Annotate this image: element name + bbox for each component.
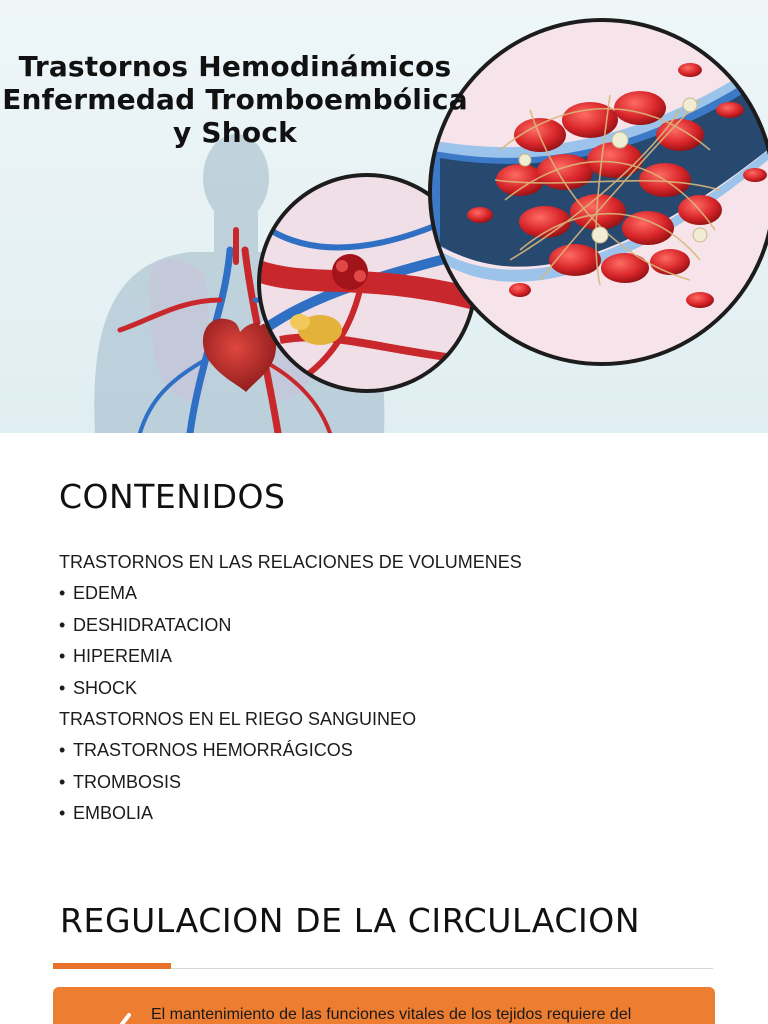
- regulation-card: [53, 987, 715, 1024]
- contents-item-hiperemia: • HIPEREMIA: [59, 644, 522, 675]
- contents-item-deshidratacion: • DESHIDRATACION: [59, 613, 522, 644]
- title-line-2: Enfermedad Tromboembólica: [2, 83, 468, 116]
- title-line-3: y Shock: [173, 116, 297, 149]
- regulation-heading: REGULACION DE LA CIRCULACION: [60, 901, 641, 940]
- contents-item-hemorragicos: • TRASTORNOS HEMORRÁGICOS: [59, 738, 522, 769]
- heading-divider: [171, 968, 713, 969]
- contents-list: [59, 550, 522, 833]
- contents-item-trombosis: • TROMBOSIS: [59, 770, 522, 801]
- contents-heading: CONTENIDOS: [59, 477, 286, 516]
- contents-slide: [0, 433, 768, 857]
- heading-accent-bar: [53, 963, 171, 969]
- contents-section-volumes: TRASTORNOS EN LAS RELACIONES DE VOLUMENES: [59, 552, 522, 572]
- contents-section-riego: TRASTORNOS EN EL RIEGO SANGUINEO: [59, 708, 417, 729]
- regulation-card-text: El mantenimiento de las funciones vitales de los tejidos requiere del: [151, 1006, 632, 1023]
- regulation-slide: [0, 857, 768, 1024]
- check-icon: [93, 1007, 133, 1024]
- contents-item-shock: • SHOCK: [59, 676, 522, 707]
- title-line-1: Trastornos Hemodinámicos: [18, 50, 452, 83]
- contents-item-edema: • EDEMA: [59, 581, 522, 612]
- document-title: [0, 50, 490, 149]
- contents-item-embolia: • EMBOLIA: [59, 801, 522, 832]
- title-slide: [0, 0, 768, 433]
